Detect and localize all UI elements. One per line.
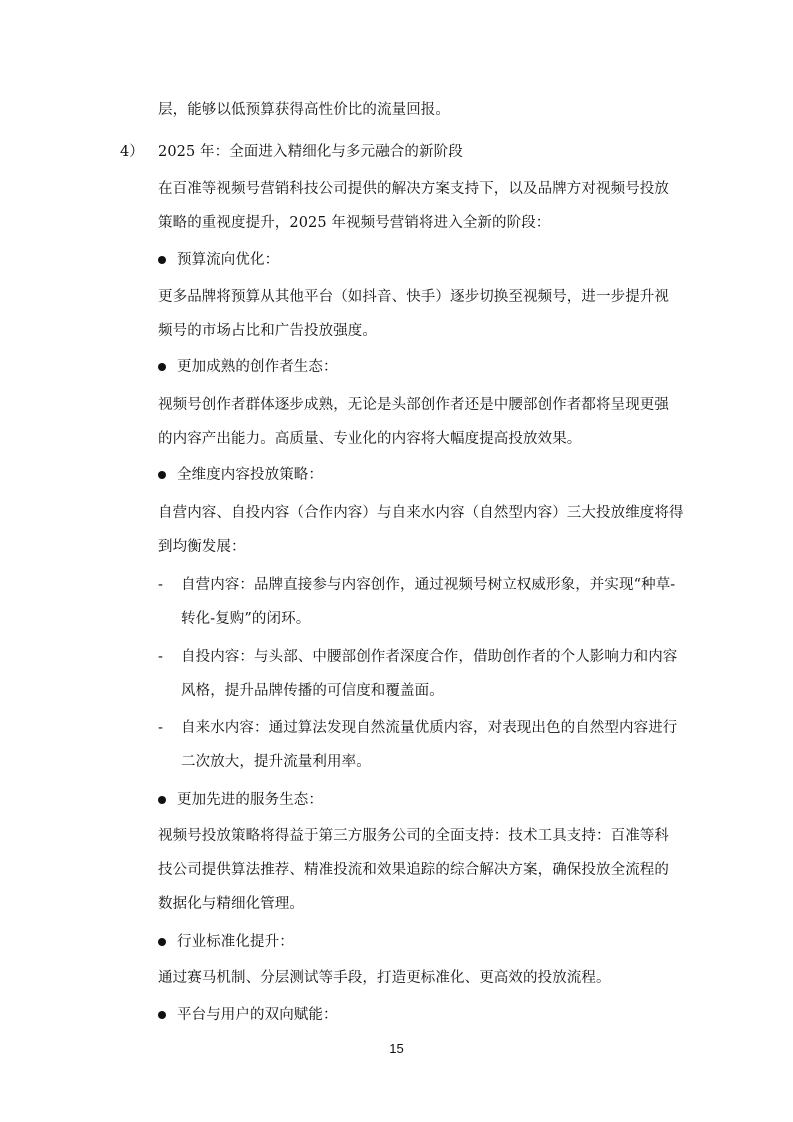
sub-item-line: 自营内容：品牌直接参与内容创作，通过视频号树立权威形象，并实现“种草- — [181, 577, 676, 593]
paragraph-line: 在百准等视频号营销科技公司提供的解决方案支持下，以及品牌方对视频号投放 — [158, 181, 669, 197]
paragraph-line: 到均衡发展： — [158, 539, 246, 555]
bullet-icon — [158, 796, 166, 804]
section-heading: 2025 年：全面进入精细化与多元融合的新阶段 — [158, 144, 463, 160]
paragraph-line: 层，能够以低预算获得高性价比的流量回报。 — [158, 102, 450, 118]
section-number: 4） — [120, 144, 144, 160]
sub-item-line: 转化-复购”的闭环。 — [181, 611, 311, 627]
sub-item-line: 自投内容：与头部、中腰部创作者深度合作，借助创作者的个人影响力和内容 — [181, 649, 678, 665]
paragraph-line: 更多品牌将预算从其他平台（如抖音、快手）逐步切换至视频号，进一步提升视 — [158, 289, 669, 305]
sub-item-line: 风格，提升品牌传播的可信度和覆盖面。 — [181, 683, 444, 699]
bullet-icon — [158, 256, 166, 264]
sub-item-line: 二次放大，提升流量利用率。 — [181, 754, 371, 770]
bullet-heading: 更加成熟的创作者生态： — [177, 359, 338, 375]
bullet-heading: 全维度内容投放策略： — [177, 467, 323, 483]
dash-marker: - — [158, 720, 163, 736]
paragraph-line: 视频号投放策略将得益于第三方服务公司的全面支持：技术工具支持：百准等科 — [158, 828, 669, 844]
bullet-heading: 预算流向优化： — [177, 252, 280, 268]
paragraph-line: 视频号创作者群体逐步成熟，无论是头部创作者还是中腰部创作者都将呈现更强 — [158, 397, 669, 413]
sub-item-line: 自来水内容：通过算法发现自然流量优质内容，对表现出色的自然型内容进行 — [181, 720, 678, 736]
dash-marker: - — [158, 649, 163, 665]
paragraph-line: 通过赛马机制、分层测试等手段，打造更标准化、更高效的投放流程。 — [158, 970, 611, 986]
paragraph-line: 的内容产出能力。高质量、专业化的内容将大幅度提高投放效果。 — [158, 431, 582, 447]
paragraph-line: 数据化与精细化管理。 — [158, 896, 304, 912]
bullet-icon — [158, 471, 166, 479]
page-number: 15 — [389, 1041, 404, 1056]
paragraph-line: 频号的市场占比和广告投放强度。 — [158, 323, 377, 339]
bullet-icon — [158, 1011, 166, 1019]
bullet-heading: 平台与用户的双向赋能： — [177, 1007, 338, 1023]
paragraph-line: 自营内容、自投内容（合作内容）与自来水内容（自然型内容）三大投放维度将得 — [158, 505, 684, 521]
paragraph-line: 技公司提供算法推荐、精准投流和效果追踪的综合解决方案，确保投放全流程的 — [158, 862, 669, 878]
bullet-heading: 更加先进的服务生态： — [177, 792, 323, 808]
dash-marker: - — [158, 577, 163, 593]
bullet-icon — [158, 938, 166, 946]
paragraph-line: 策略的重视度提升，2025 年视频号营销将进入全新的阶段： — [158, 215, 551, 231]
bullet-heading: 行业标准化提升： — [177, 934, 294, 950]
bullet-icon — [158, 363, 166, 371]
